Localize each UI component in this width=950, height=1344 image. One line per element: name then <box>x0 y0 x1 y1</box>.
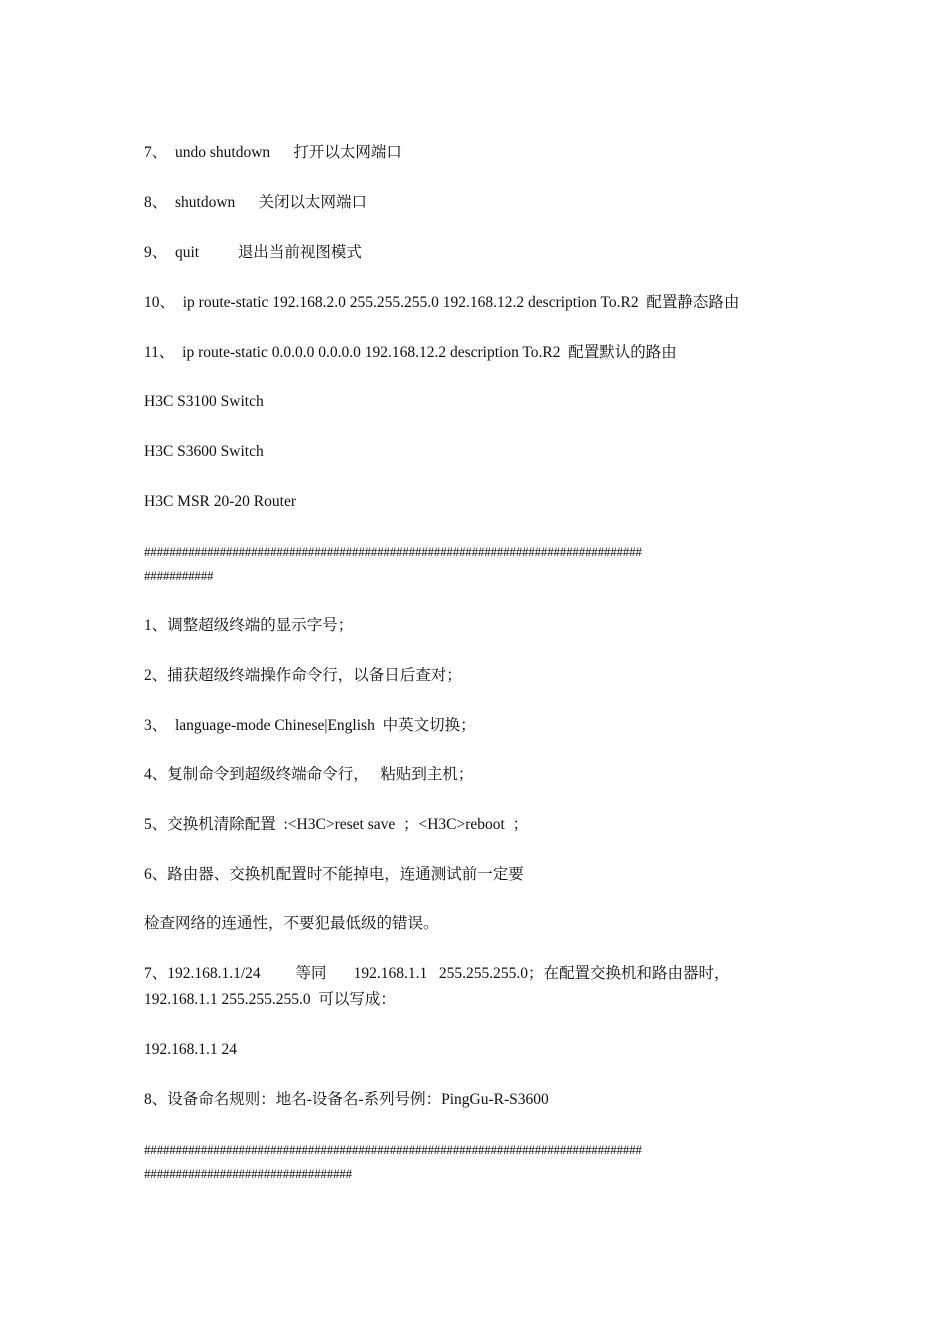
text-line-undo-shutdown: 7、 undo shutdown 打开以太网端口 <box>144 144 402 161</box>
text-line-static-route: 10、 ip route-static 192.168.2.0 255.255.255.0 192.168.12.2 description To.R2 配置静态路由 <box>144 294 740 311</box>
text-line-default-route: 11、 ip route-static 0.0.0.0 0.0.0.0 192.168.12.2 description To.R2 配置默认的路由 <box>144 344 677 361</box>
separator-line-2b: ################################# <box>144 1166 352 1181</box>
text-line-quit: 9、 quit 退出当前视图模式 <box>144 244 362 261</box>
text-line-tip-6: 6、路由器、交换机配置时不能掉电，连通测试前一定要 <box>144 866 524 883</box>
text-line-shutdown: 8、 shutdown 关闭以太网端口 <box>144 194 368 211</box>
text-line-tip-3: 3、 language-mode Chinese|English 中英文切换； <box>144 717 476 734</box>
text-line-tip-8: 8、设备命名规则：地名-设备名-系列号例：PingGu-R-S3600 <box>144 1091 549 1108</box>
text-line-example-mask: 192.168.1.1 24 <box>144 1041 237 1058</box>
text-line-tip-7-cont: 192.168.1.1 255.255.255.0 可以写成： <box>144 991 396 1008</box>
text-line-device-msr: H3C MSR 20-20 Router <box>144 493 296 510</box>
text-line-device-s3100: H3C S3100 Switch <box>144 393 264 410</box>
text-line-tip-7: 7、192.168.1.1/24 等同 192.168.1.1 255.255.255.0；在配置交换机和路由器时， <box>144 965 730 982</box>
text-line-device-s3600: H3C S3600 Switch <box>144 443 264 460</box>
text-line-tip-6-cont: 检查网络的连通性，不要犯最低级的错误。 <box>144 915 439 932</box>
text-line-tip-5: 5、交换机清除配置 :<H3C>reset save ；<H3C>reboot ； <box>144 816 529 833</box>
text-line-tip-2: 2、捕获超级终端操作命令行，以备日后查对； <box>144 667 462 684</box>
separator-line-1a: ############################################################################### <box>144 544 642 559</box>
text-line-tip-1: 1、调整超级终端的显示字号； <box>144 617 354 634</box>
separator-line-1b: ########### <box>144 568 214 583</box>
text-line-tip-4: 4、复制命令到超级终端命令行， 粘贴到主机； <box>144 766 474 783</box>
separator-line-2a: ############################################################################### <box>144 1142 642 1157</box>
